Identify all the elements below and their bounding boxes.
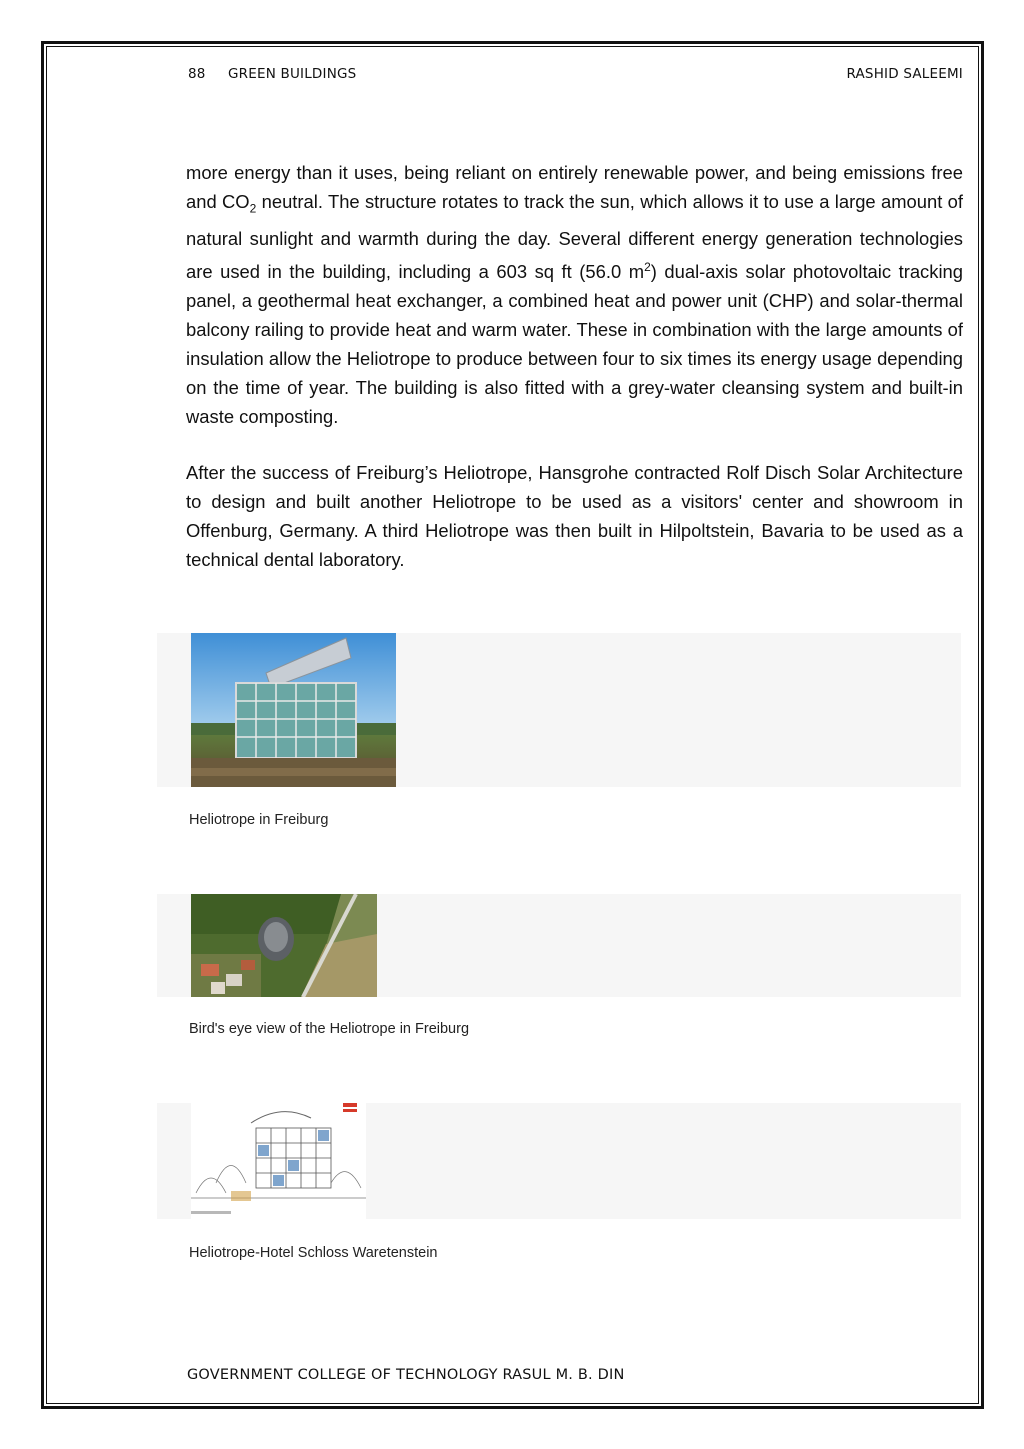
page-footer: GOVERNMENT COLLEGE OF TECHNOLOGY RASUL M. B. DIN <box>187 1367 625 1383</box>
paragraph-text: ) dual-axis solar photovoltaic tracking panel, a geothermal heat exchanger, a combined heat and power unit (CHP) and solar-thermal balcony railing to provide heat and warm water. These in combination with the large amounts of insulation allow the Heliotrope to produce between four to six times its energy usage depending on the time of year. The building is also fitted with a grey-water cleansing system and built-in waste composting. <box>186 260 963 427</box>
figure-caption: Heliotrope in Freiburg <box>189 812 329 828</box>
superscript: 2 <box>644 259 651 274</box>
paragraph-heliotrope-energy <box>186 158 963 431</box>
heliotrope-hotel-sketch <box>191 1103 366 1219</box>
paragraph-text: neutral. The structure rotates to track the sun, which allows it to use a large amount of natural sunlight and warmth during the day. Several different energy generation technologies are used in the building, including a 603 sq ft (56.0 m <box>186 191 963 282</box>
heliotrope-aerial-photo <box>191 894 377 997</box>
heliotrope-freiburg-photo <box>191 633 396 787</box>
figure-caption: Heliotrope-Hotel Schloss Waretenstein <box>189 1245 438 1261</box>
figure-caption: Bird's eye view of the Heliotrope in Freiburg <box>189 1021 470 1037</box>
paragraph-text: more energy than it uses, being reliant on entirely renewable power, and being emissions free and CO <box>186 162 963 212</box>
author-name: RASHID SALEEMI <box>846 66 963 82</box>
subscript: 2 <box>249 201 257 216</box>
page-number: 88 <box>188 66 206 82</box>
section-title: GREEN BUILDINGS <box>228 66 357 82</box>
page-header <box>188 66 963 84</box>
paragraph-heliotrope-followups: After the success of Freiburg’s Heliotrope, Hansgrohe contracted Rolf Disch Solar Architecture to design and built another Heliotrope to be used as a visitors' center and showroom in Offenburg, Germany. A third Heliotrope was then built in Hilpoltstein, Bavaria to be used as a technical dental laboratory. <box>186 462 963 570</box>
